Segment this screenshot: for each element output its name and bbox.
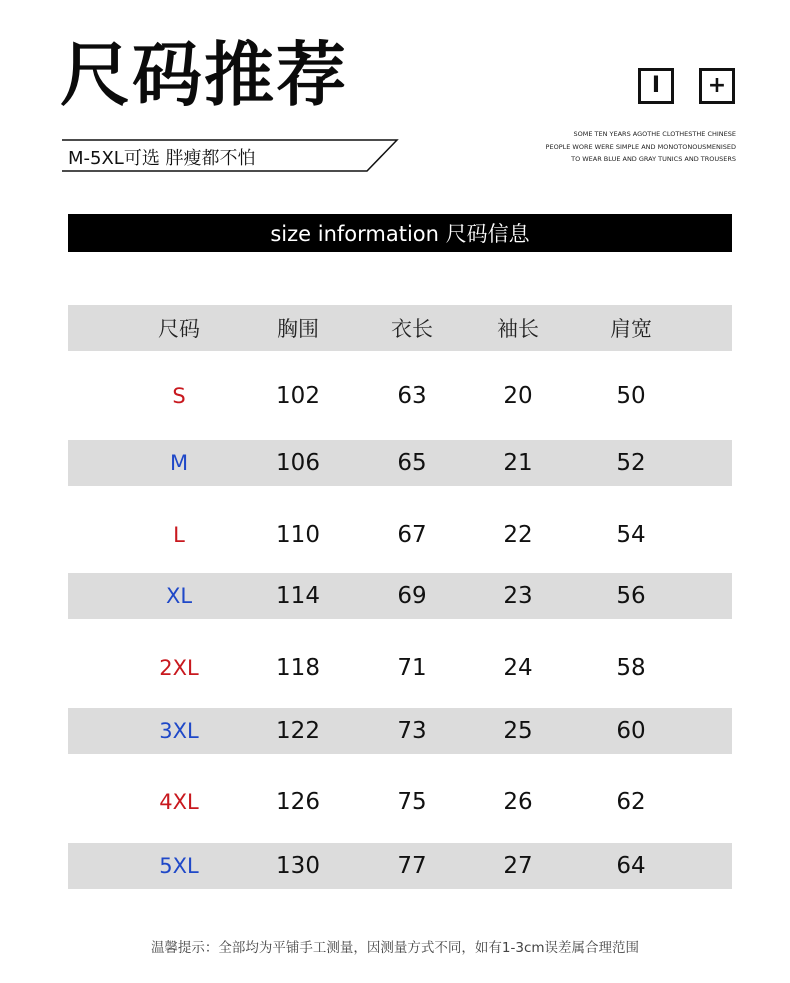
length-value: 73 <box>397 718 427 744</box>
sleeve-value: 27 <box>503 853 533 879</box>
i-box-icon: I <box>638 68 674 104</box>
sleeve-value: 20 <box>503 383 533 409</box>
header-chest: 胸围 <box>277 317 319 341</box>
shoulder-value: 62 <box>616 789 646 815</box>
plus-box-icon: + <box>699 68 735 104</box>
size-label: L <box>173 523 185 547</box>
chest-value: 122 <box>276 718 320 744</box>
tagline-line: SOME TEN YEARS AGOTHE CLOTHESTHE CHINESE <box>573 130 736 138</box>
sleeve-value: 24 <box>503 655 533 681</box>
length-value: 65 <box>397 450 427 476</box>
chest-value: 102 <box>276 383 320 409</box>
chest-value: 130 <box>276 853 320 879</box>
table-row <box>68 843 732 889</box>
sleeve-value: 21 <box>503 450 533 476</box>
tagline-line: TO WEAR BLUE AND GRAY TUNICS AND TROUSERS <box>571 155 736 163</box>
sleeve-value: 26 <box>503 789 533 815</box>
size-label: 2XL <box>159 656 199 680</box>
table-row <box>68 779 732 825</box>
length-value: 77 <box>397 853 427 879</box>
chest-value: 110 <box>276 522 320 548</box>
sleeve-value: 22 <box>503 522 533 548</box>
size-label: XL <box>165 584 193 608</box>
length-value: 71 <box>397 655 427 681</box>
sleeve-value: 25 <box>503 718 533 744</box>
size-label: 3XL <box>159 719 199 743</box>
header-size: 尺码 <box>158 317 200 341</box>
table-row <box>68 373 732 419</box>
table-header-row <box>68 305 732 351</box>
table-row <box>68 708 732 754</box>
footer-note: 温馨提示：全部均为平铺手工测量，因测量方式不同，如有1-3cm误差属合理范围 <box>150 940 640 956</box>
table-row <box>68 440 732 486</box>
header-sleeve: 袖长 <box>497 317 539 341</box>
chest-value: 118 <box>276 655 320 681</box>
size-label: 4XL <box>159 790 199 814</box>
size-label: M <box>169 451 189 475</box>
shoulder-value: 58 <box>616 655 646 681</box>
table-row <box>68 512 732 558</box>
size-label: 5XL <box>159 854 199 878</box>
page-title: 尺码推荐 <box>60 34 348 116</box>
length-value: 67 <box>397 522 427 548</box>
shoulder-value: 60 <box>616 718 646 744</box>
shoulder-value: 50 <box>616 383 646 409</box>
length-value: 69 <box>397 583 427 609</box>
table-row <box>68 573 732 619</box>
shoulder-value: 54 <box>616 522 646 548</box>
table-row <box>68 645 732 691</box>
header-shoulder: 肩宽 <box>610 317 652 341</box>
length-value: 75 <box>397 789 427 815</box>
sleeve-value: 23 <box>503 583 533 609</box>
subtitle-box <box>62 138 392 170</box>
header-length: 衣长 <box>391 317 433 341</box>
tagline-line: PEOPLE WORE WERE SIMPLE AND MONOTONOUSMENISED <box>545 142 736 151</box>
tagline <box>546 128 736 166</box>
chest-value: 106 <box>276 450 320 476</box>
shoulder-value: 64 <box>616 853 646 879</box>
chest-value: 114 <box>276 583 320 609</box>
shoulder-value: 52 <box>616 450 646 476</box>
length-value: 63 <box>397 383 427 409</box>
shoulder-value: 56 <box>616 583 646 609</box>
size-info-banner: size information 尺码信息 <box>68 214 732 252</box>
size-label: S <box>172 384 186 408</box>
subtitle: M-5XL可选 胖瘦都不怕 <box>68 148 256 169</box>
chest-value: 126 <box>276 789 320 815</box>
